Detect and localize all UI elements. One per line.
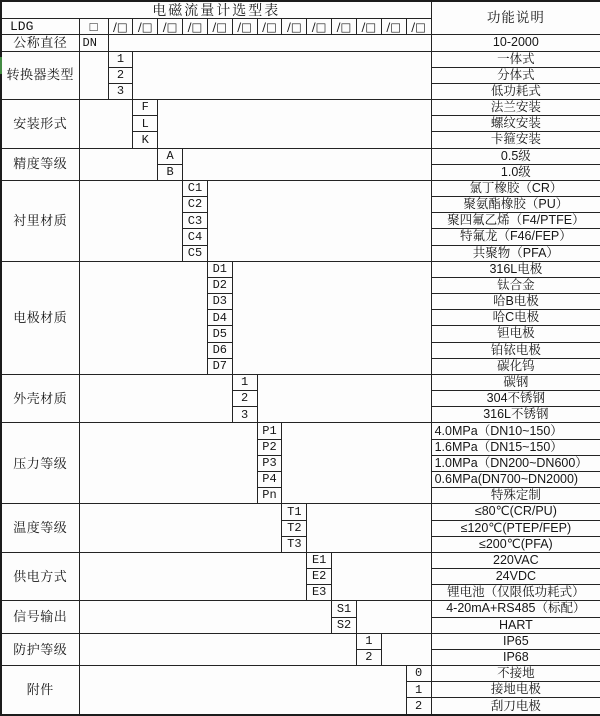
table-row — [1, 552, 600, 568]
option-code: F — [133, 100, 158, 116]
table-row — [1, 100, 600, 116]
spacer — [79, 374, 232, 423]
function-value: 铂铱电极 — [431, 342, 600, 358]
option-code: C3 — [183, 213, 208, 229]
code-slot: /□ — [356, 19, 381, 35]
function-value: HART — [431, 617, 600, 633]
option-code: P2 — [257, 439, 282, 455]
code-slot: /□ — [257, 19, 282, 35]
option-code: 1 — [406, 682, 431, 698]
spacer — [79, 633, 356, 665]
function-value: 特殊定制 — [431, 488, 600, 504]
option-code: D6 — [207, 342, 232, 358]
option-code: C4 — [183, 229, 208, 245]
option-code: A — [158, 148, 183, 164]
function-value: ≤80℃(CR/PU) — [431, 504, 600, 520]
option-code: K — [133, 132, 158, 148]
spacer — [307, 504, 431, 553]
code-dn: DN — [79, 35, 108, 51]
code-slot: /□ — [232, 19, 257, 35]
option-code: 3 — [232, 407, 257, 423]
model-prefix: LDG — [1, 19, 79, 35]
option-code: T2 — [282, 520, 307, 536]
option-code: 2 — [232, 391, 257, 407]
function-value: 聚氨酯橡胶（PU） — [431, 197, 600, 213]
option-code: 0 — [406, 666, 431, 682]
option-code: C1 — [183, 180, 208, 196]
table-row — [1, 666, 600, 682]
spacer — [79, 504, 282, 553]
option-code: Pn — [257, 488, 282, 504]
table-row — [1, 35, 600, 51]
code-slot: /□ — [406, 19, 431, 35]
function-value: 钽电极 — [431, 326, 600, 342]
option-code: S2 — [332, 617, 357, 633]
spacer — [79, 148, 158, 180]
code-slot: /□ — [332, 19, 357, 35]
function-value: 刮刀电极 — [431, 698, 600, 715]
function-value: 哈B电极 — [431, 294, 600, 310]
function-value: 哈C电极 — [431, 310, 600, 326]
code-slot: /□ — [282, 19, 307, 35]
function-value: 1.0MPa（DN200~DN600） — [431, 455, 600, 471]
function-value: 1.6MPa（DN15~150） — [431, 439, 600, 455]
function-value: 碳钢 — [431, 374, 600, 390]
option-code: D5 — [207, 326, 232, 342]
table-row — [1, 633, 600, 649]
spacer — [207, 180, 431, 261]
function-value: 4.0MPa（DN10~150） — [431, 423, 600, 439]
function-value: 0.5级 — [431, 148, 600, 164]
table-row — [1, 261, 600, 277]
function-value: 低功耗式 — [431, 83, 600, 99]
category-label: 衬里材质 — [1, 180, 79, 261]
category-label: 附件 — [1, 666, 79, 715]
function-value: 不接地 — [431, 666, 600, 682]
function-value: 卡箍安装 — [431, 132, 600, 148]
table-title: 电磁流量计选型表 — [1, 1, 431, 19]
function-value: 特氟龙（F46/FEP） — [431, 229, 600, 245]
function-value: 24VDC — [431, 569, 600, 585]
spacer — [79, 601, 332, 633]
table-row — [1, 180, 600, 196]
table-row — [1, 148, 600, 164]
option-code: 1 — [108, 51, 133, 67]
spacer — [332, 552, 432, 601]
category-label: 安装形式 — [1, 100, 79, 149]
option-code: L — [133, 116, 158, 132]
option-code: D2 — [207, 277, 232, 293]
option-code: D3 — [207, 294, 232, 310]
code-slot: /□ — [207, 19, 232, 35]
category-label: 外壳材质 — [1, 374, 79, 423]
function-value: 钛合金 — [431, 277, 600, 293]
code-slot: /□ — [307, 19, 332, 35]
option-code: 2 — [356, 649, 381, 665]
option-code: P1 — [257, 423, 282, 439]
function-value: 316L不锈钢 — [431, 407, 600, 423]
option-code: D1 — [207, 261, 232, 277]
function-value: 0.6MPa(DN700~DN2000) — [431, 472, 600, 488]
table-row — [1, 504, 600, 520]
option-code: T1 — [282, 504, 307, 520]
model-code-box: □ — [79, 19, 108, 35]
function-column-header: 功能说明 — [431, 1, 600, 35]
option-code: E2 — [307, 569, 332, 585]
option-code: 3 — [108, 83, 133, 99]
table-row — [1, 374, 600, 390]
function-value: 分体式 — [431, 67, 600, 83]
category-label: 压力等级 — [1, 423, 79, 504]
function-value: 接地电极 — [431, 682, 600, 698]
category-label: 信号输出 — [1, 601, 79, 633]
spacer — [79, 51, 108, 100]
category-label: 供电方式 — [1, 552, 79, 601]
function-value: ≤120℃(PTEP/FEP) — [431, 520, 600, 536]
spacer — [282, 423, 431, 504]
spacer — [79, 552, 307, 601]
option-code: B — [158, 164, 183, 180]
option-code: E1 — [307, 552, 332, 568]
spacer — [356, 601, 431, 633]
table-row — [1, 601, 600, 617]
function-value: 220VAC — [431, 552, 600, 568]
spacer — [79, 666, 406, 715]
option-code: 1 — [356, 633, 381, 649]
category-label: 电极材质 — [1, 261, 79, 374]
function-value: 一体式 — [431, 51, 600, 67]
option-code: D7 — [207, 358, 232, 374]
option-code: P4 — [257, 472, 282, 488]
option-code: D4 — [207, 310, 232, 326]
spacer — [257, 374, 431, 423]
function-value: 碳化钨 — [431, 358, 600, 374]
function-value: 氯丁橡胶（CR） — [431, 180, 600, 196]
function-value: 4-20mA+RS485（标配） — [431, 601, 600, 617]
option-code: C5 — [183, 245, 208, 261]
option-code: C2 — [183, 197, 208, 213]
spacer — [79, 100, 133, 149]
scan-artifact-green-mark — [0, 57, 2, 74]
option-code: 2 — [108, 67, 133, 83]
function-value: 锂电池（仅限低功耗式） — [431, 585, 600, 601]
category-label: 转换器类型 — [1, 51, 79, 100]
function-value: 法兰安装 — [431, 100, 600, 116]
code-slot: /□ — [183, 19, 208, 35]
category-label: 精度等级 — [1, 148, 79, 180]
option-code: E3 — [307, 585, 332, 601]
option-code: S1 — [332, 601, 357, 617]
function-value: IP68 — [431, 649, 600, 665]
spacer — [108, 35, 431, 51]
spacer — [158, 100, 431, 149]
function-value: 聚四氟乙烯（F4/PTFE） — [431, 213, 600, 229]
table-row — [1, 1, 600, 19]
option-code: 1 — [232, 374, 257, 390]
table-row — [1, 423, 600, 439]
spacer — [232, 261, 431, 374]
spacer — [381, 633, 431, 665]
spacer — [133, 51, 431, 100]
option-code: 2 — [406, 698, 431, 715]
code-slot: /□ — [133, 19, 158, 35]
function-value: 304不锈钢 — [431, 391, 600, 407]
function-value: IP65 — [431, 633, 600, 649]
option-code: P3 — [257, 455, 282, 471]
spacer — [79, 423, 257, 504]
table-row — [1, 51, 600, 67]
function-value: 316L电极 — [431, 261, 600, 277]
code-slot: /□ — [158, 19, 183, 35]
spacer — [183, 148, 432, 180]
function-value: 共聚物（PFA） — [431, 245, 600, 261]
selection-table-body — [1, 1, 600, 715]
code-slot: /□ — [381, 19, 406, 35]
category-label: 温度等级 — [1, 504, 79, 553]
category-label-diameter: 公称直径 — [1, 35, 79, 51]
code-slot: /□ — [108, 19, 133, 35]
function-value: 10-2000 — [431, 35, 600, 51]
function-value: 螺纹安装 — [431, 116, 600, 132]
function-value: ≤200℃(PFA) — [431, 536, 600, 552]
category-label: 防护等级 — [1, 633, 79, 665]
function-value: 1.0级 — [431, 164, 600, 180]
spacer — [79, 180, 183, 261]
option-code: T3 — [282, 536, 307, 552]
spacer — [79, 261, 207, 374]
